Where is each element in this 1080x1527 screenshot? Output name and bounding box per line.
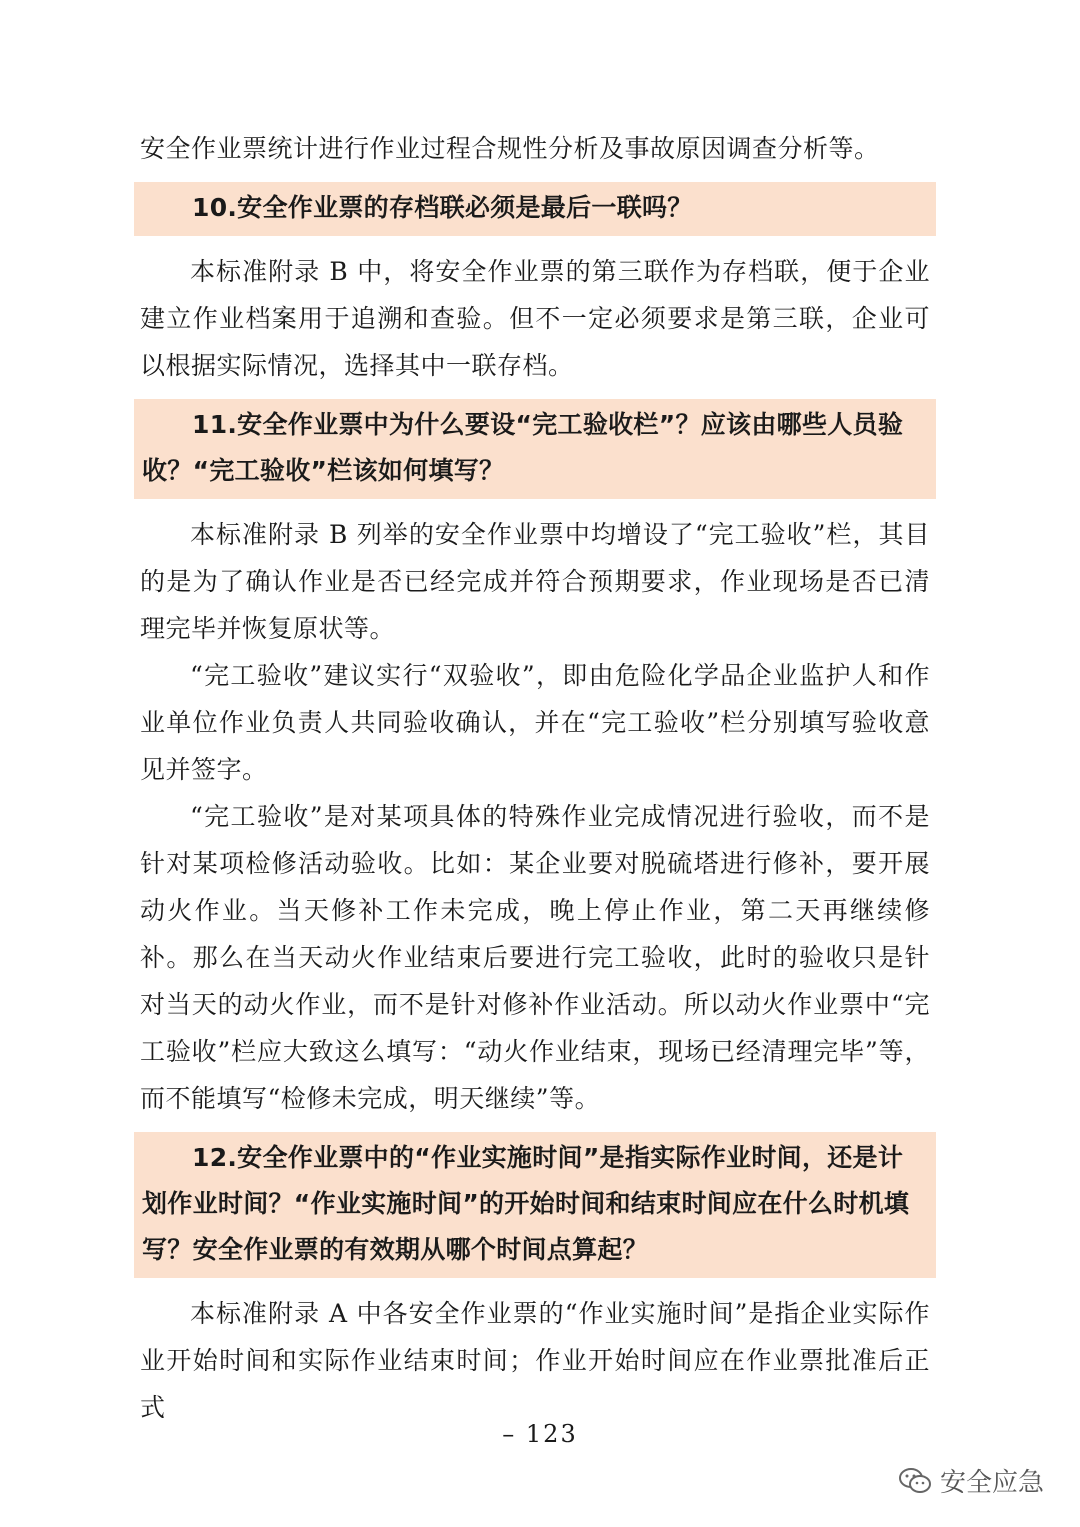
intro-paragraph: 安全作业票统计进行作业过程合规性分析及事故原因调查分析等。 [140, 134, 880, 163]
answer-11-paragraph-1: 本标准附录 B 列举的安全作业票中均增设了“完工验收”栏，其目的是为了确认作业是否已经完成并符合预期要求，作业现场是否已清理完毕并恢复原状等。 [140, 520, 930, 643]
answer-10-paragraph: 本标准附录 B 中，将安全作业票的第三联作为存档联，便于企业建立作业档案用于追溯和查验。但不一定必须要求是第三联，企业可以根据实际情况，选择其中一联存档。 [140, 257, 930, 380]
question-10-heading: 10.安全作业票的存档联必须是最后一联吗？ [134, 182, 936, 236]
question-12-heading: 12.安全作业票中的“作业实施时间”是指实际作业时间，还是计划作业时间？“作业实施时间”的开始时间和结束时间应在什么时机填写？安全作业票的有效期从哪个时间点算起？ [134, 1132, 936, 1278]
document-content [140, 125, 930, 1431]
wechat-icon [898, 1466, 932, 1496]
answer-11-paragraph-2: “完工验收”建议实行“双验收”，即由危险化学品企业监护人和作业单位作业负责人共同验收确认，并在“完工验收”栏分别填写验收意见并签字。 [140, 661, 930, 784]
page-number: – 123 [502, 1420, 578, 1448]
question-11-heading: 11.安全作业票中为什么要设“完工验收栏”？应该由哪些人员验收？“完工验收”栏该如何填写？ [134, 399, 936, 499]
wechat-watermark [898, 1462, 1044, 1499]
answer-12-paragraph-1: 本标准附录 A 中各安全作业票的“作业实施时间”是指企业实际作业开始时间和实际作业结束时间；作业开始时间应在作业票批准后正式 [140, 1299, 930, 1422]
answer-11-paragraph-3: “完工验收”是对某项具体的特殊作业完成情况进行验收，而不是针对某项检修活动验收。比如：某企业要对脱硫塔进行修补，要开展动火作业。当天修补工作未完成，晚上停止作业，第二天再继续修补。那么在当天动火作业结束后要进行完工验收，此时的验收只是针对当天的动火作业，而不是针对修补作业活动。所以动火作业票中“完工验收”栏应大致这么填写：“动火作业结束，现场已经清理完毕”等，而不能填写“检修未完成，明天继续”等。 [140, 802, 930, 1113]
watermark-text: 安全应急 [939, 1468, 1044, 1498]
